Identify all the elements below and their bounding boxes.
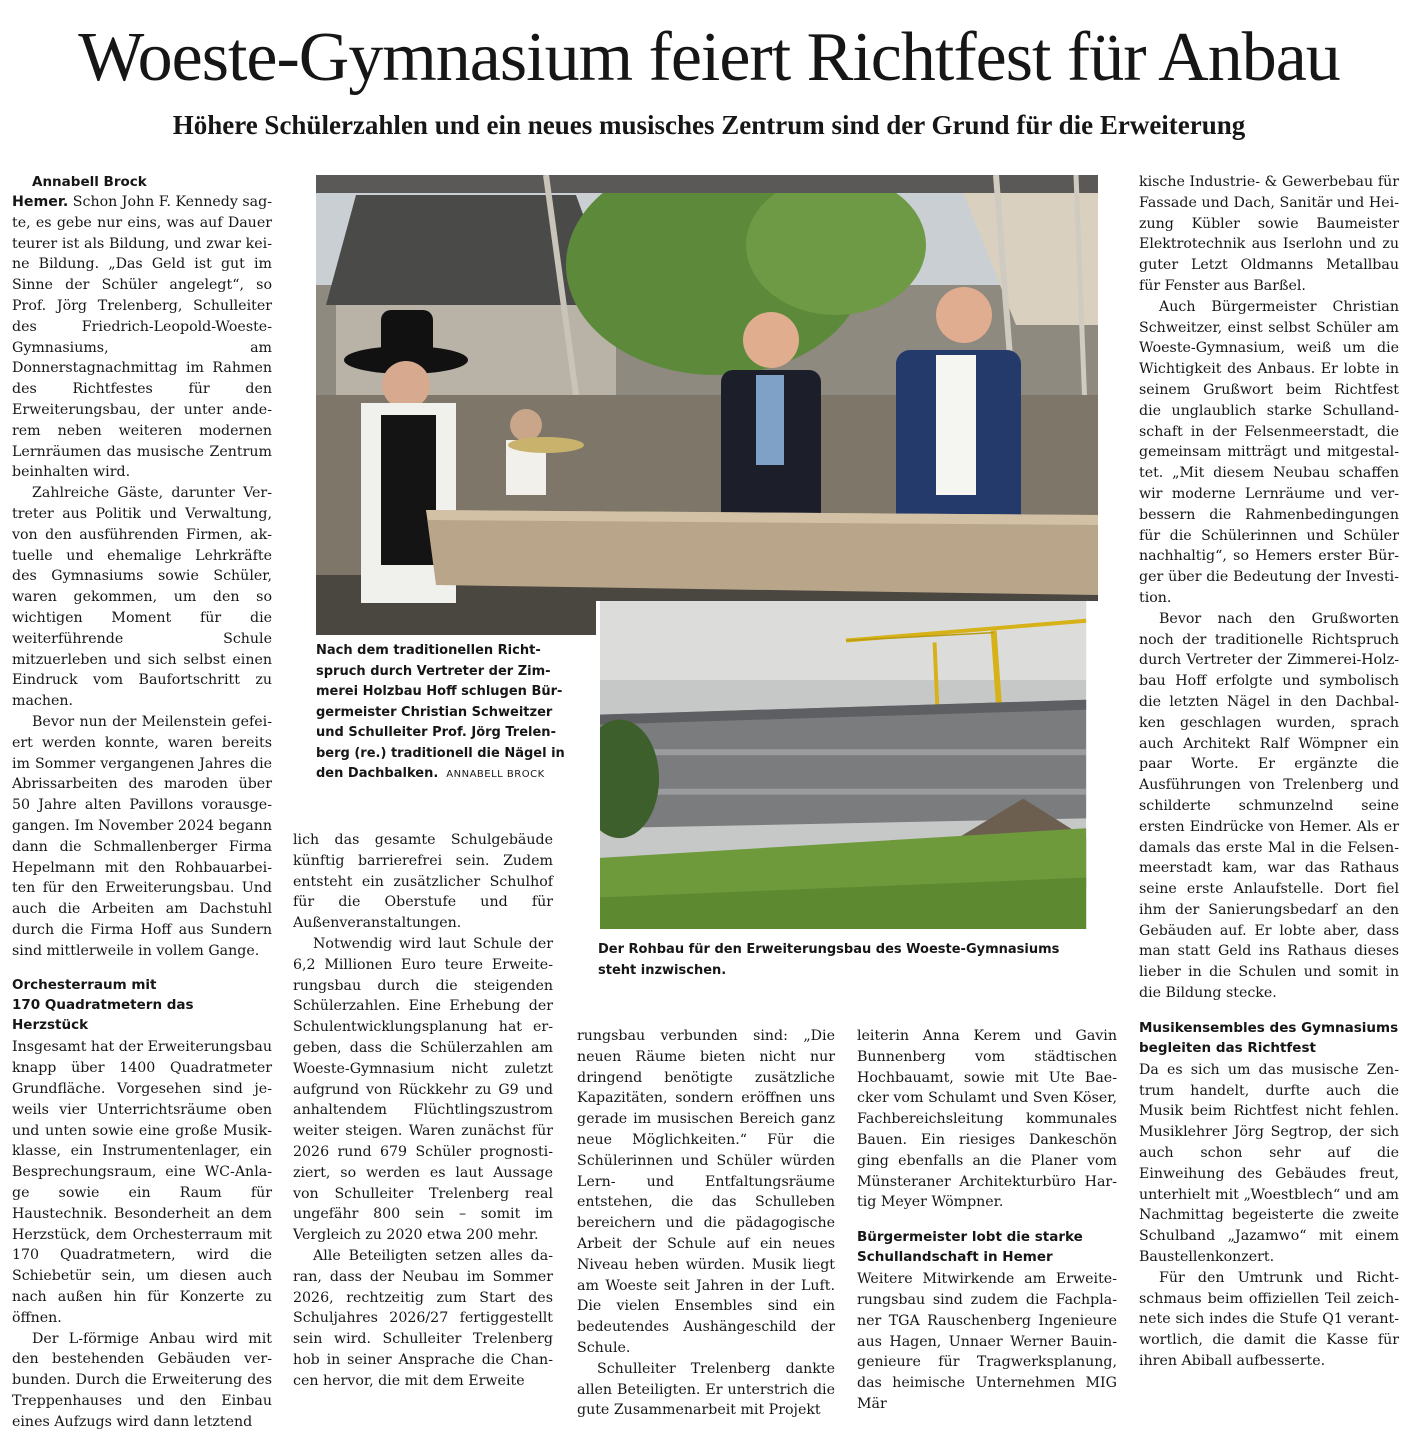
photo-credit: ANNABELL BROCK xyxy=(446,769,545,780)
paragraph: Notwendig wird laut Schule der 6,2 Millionen Euro teure Erweiterungsbau durch die steigenden Schülerzahlen. Eine Erhebung der Schulentwicklungsplanung hat ergeben, dass die Schülerzahlen am Woeste-Gymnasium nicht zuletzt aufgrund von Rückkehr zu G9 und anhaltendem Flüchtlingszustrom weiter steigen. Waren zunächst für 2026 rund 679 Schüler prognostiziert, so werden es laut Aussage von Schulleiter Trelenberg real ungefähr 800 sein – somit im Vergleich zu 2020 etwa 200 mehr. xyxy=(293,935,553,1244)
column-2 xyxy=(293,830,553,1410)
photo-caption-1: Nach dem traditionellen Richtspruch durch Vertreter der Zimmerei Holzbau Hoff schlugen Bürgermeister Christian Schweitzer und Schulleiter Prof. Jörg Trelenberg (re.) traditionell die Nägel in den Dachbalken. ANNABELL BROCK xyxy=(316,643,565,781)
paragraph: Weitere Mitwirkende am Erweiterungsbau sind zudem die Fachplaner TGA Rauschenberg Ingenieure aus Hagen, Unnaer Werner Bauingenieure für Tragwerksplanung, das heimische Unternehmen MIG Mär xyxy=(857,1271,1117,1412)
section-heading: Orchesterraum mit 170 Quadratmetern das Herzstück xyxy=(12,977,194,1034)
photo-richtfest-ceremony xyxy=(316,175,1098,635)
column-1 xyxy=(12,172,272,1430)
column-4 xyxy=(857,1026,1117,1411)
paragraph: Bevor nun der Meilenstein gefeiert werden konnte, waren bereits im Sommer vergangenen Jahres die Abrissarbeiten des maroden über 50 Jahre alten Pavillons vorausgegangen. Im November 2024 begann dann die Schmallenberger Firma Hepelmann mit den Rohbauarbeiten für den Erweiterungsbau. Und auch die Arbeiten am Dachstuhl durch die Firma Hoff aus Sundern sind mittlerweile in vollem Gange. xyxy=(12,713,272,959)
headline: Woeste-Gymnasium feiert Richtfest für Anbau xyxy=(78,19,1340,96)
paragraph: Der L-förmige Anbau wird mit den bestehenden Gebäuden verbunden. Durch die Erweiterung des Treppenhauses und den Einbau eines Aufzugs wird dann letztend xyxy=(12,1330,272,1430)
paragraph: Auch Bürgermeister Christian Schweitzer, einst selbst Schüler am Woeste-Gymnasium, weiß um die Wichtigkeit des Anbaus. Er lobte in seinem Grußwort beim Richtfest die unglaublich starke Schullandschaft in der Felsenmeerstadt, die gemeinsam mitträgt und mitgestaltet. „Mit diesem Neubau schaffen wir moderne Lernräume und verbessern die Rahmenbedingungen für die Schülerinnen und Schüler nachhaltig“, so Hemers erster Bürger über die Bedeutung der Investition. xyxy=(1139,298,1399,606)
paragraph: Insgesamt hat der Erweiterungsbau knapp über 1400 Quadratmeter Grundfläche. Vorgesehen sind jeweils vier Unterrichtsräume oben und unten sowie eine große Musikklasse, ein Instrumentenlager, ein Besprechungsraum, eine WC-Anlage sowie ein Raum für Haustechnik. Besonderheit an dem Herzstück, dem Orchesterraum mit 170 Quadratmetern, wird die Schiebetür sein, um diesen auch nach außen hin für Konzerte zu öffnen. xyxy=(12,1039,272,1326)
column-3 xyxy=(577,1026,835,1419)
paragraph: Da es sich um das musische Zentrum handelt, durfte auch die Musik beim Richtfest nicht fehlen. Musiklehrer Jörg Segtrop, der sich auch schon sehr auf die Einweihung des Gebäudes freut, unterhielt mit „Woestblech“ und am Nachmittag begeisterte die zweite Schulband „Jazamwo“ mit einem Baustellenkonzert. xyxy=(1139,1061,1399,1266)
photo-rohbau-image xyxy=(600,601,1094,933)
section-heading: Musikensembles des Gymnasiums begleiten das Richtfest xyxy=(1139,1019,1399,1056)
dateline: Hemer. xyxy=(12,194,69,210)
photo-richtfest-image xyxy=(316,175,1098,635)
paragraph: Alle Beteiligten setzen alles daran, dass der Neubau im Sommer 2026, rechtzeitig zum Start des Schuljahres 2026/27 fertiggestellt sein wird. Schulleiter Trelenberg hob in seiner Ansprache die Chancen hervor, die mit dem Erweite xyxy=(293,1247,553,1389)
photo-rohbau-crane xyxy=(596,601,1098,937)
paragraph: Bevor nach den Grußworten noch der traditionelle Richtspruch durch Vertreter der Zimmerei-Holzbau Hoff erfolgte und symbolisch die letzten Nägel in den Dachbalken geschlagen wurden, sprach auch Architekt Ralf Wömpner ein paar Worte. Er ergänzte die Ausführungen von Trelenberg und schilderte schmunzelnd seine ersten Eindrücke von Hemer. Als er damals das erste Mal in die Felsenmeerstadt kam, war das Rathaus seine erste Anlaufstelle. Dort fiel ihm der Sanierungsbedarf an den Gebäuden auf. Er lobte aber, dass man statt Geld ins Rathaus dieses lieber in die Schulen und somit in die Bildung stecke. xyxy=(1139,610,1399,1002)
paragraph: Schulleiter Trelenberg dankte allen Beteiligten. Er unterstrich die gute Zusammenarbeit mit Projekt xyxy=(577,1360,835,1419)
subheadline: Höhere Schülerzahlen und ein neues musisches Zentrum sind der Grund für die Erweiterung xyxy=(172,110,1246,140)
paragraph: rungsbau verbunden sind: „Die neuen Räume bieten nicht nur dringend benötigte zusätzliche Kapazitäten, sondern eröffnen uns gerade im musischen Bereich ganz neue Möglichkeiten.“ Für die Schülerinnen und Schüler würden Lern- und Entfaltungsräume entstehen, die das Schulleben bereichern und die pädagogische Arbeit der Schule auf ein neues Niveau heben würden. Musik liegt am Woeste seit Jahren in der Luft. Die vielen Ensembles sind ein bedeutendes Aushängeschild der Schule. xyxy=(577,1028,835,1356)
paragraph: leiterin Anna Kerem und Gavin Bunnenberg vom städtischen Hochbauamt, sowie mit Ute Baecker vom Schulamt und Sven Köser, Fachbereichsleitung kommunales Bauen. Ein riesiges Dankeschön ging ebenfalls an die Planer vom Münsteraner Architekturbüro Hartig Meyer Wömpner. xyxy=(857,1028,1117,1211)
author-byline: Annabell Brock xyxy=(32,174,147,190)
paragraph: Hemer. Schon John F. Kennedy sagte, es gebe nur eins, was auf Dauer teurer ist als Bildung, und zwar keine Bildung. „Das Geld ist gut im Sinne der Schüler angelegt“, so Prof. Jörg Trelenberg, Schulleiter des Friedrich-Leopold-Woeste-Gymnasiums, am Donnerstagnachmittag im Rahmen des Richtfestes für den Erweiterungsbau, der unter anderem neben weiteren modernen Lernräumen das musische Zentrum beinhalten wird. xyxy=(12,194,272,481)
paragraph: Zahlreiche Gäste, darunter Vertreter aus Politik und Verwaltung, von den ausführenden Firmen, aktuelle und ehemalige Lehrkräfte des Gymnasiums sowie Schüler, waren gekommen, um den so wichtigen Moment für die weiterführende Schule mitzuerleben und sich selbst einen Eindruck vom Baufortschritt zu machen. xyxy=(12,485,272,710)
section-heading: Bürgermeister lobt die starke Schullandschaft in Hemer xyxy=(857,1229,1083,1266)
paragraph: Für den Umtrunk und Richtschmaus beim offiziellen Teil zeichnete sich indes die Stufe Q1 verantwortlich, die damit die Kasse für ihren Abiball aufbesserte. xyxy=(1139,1269,1399,1370)
photo-caption-2: Der Rohbau für den Erweiterungsbau des Woeste-Gymnasiums steht inzwischen. xyxy=(598,942,1060,978)
paragraph: kische Industrie- & Gewerbebau für Fassade und Dach, Sanitär und Heizung Kübler sowie Baumeister Elektrotechnik aus Iserlohn und zu guter Letzt Oldmanns Metallbau für Fenster aus Barßel. xyxy=(1139,174,1399,294)
column-5 xyxy=(1139,172,1399,1412)
paragraph: lich das gesamte Schulgebäude künftig barrierefrei sein. Zudem entsteht ein zusätzlicher Schulhof für die Oberstufe und für Außenveranstaltungen. xyxy=(293,832,553,932)
